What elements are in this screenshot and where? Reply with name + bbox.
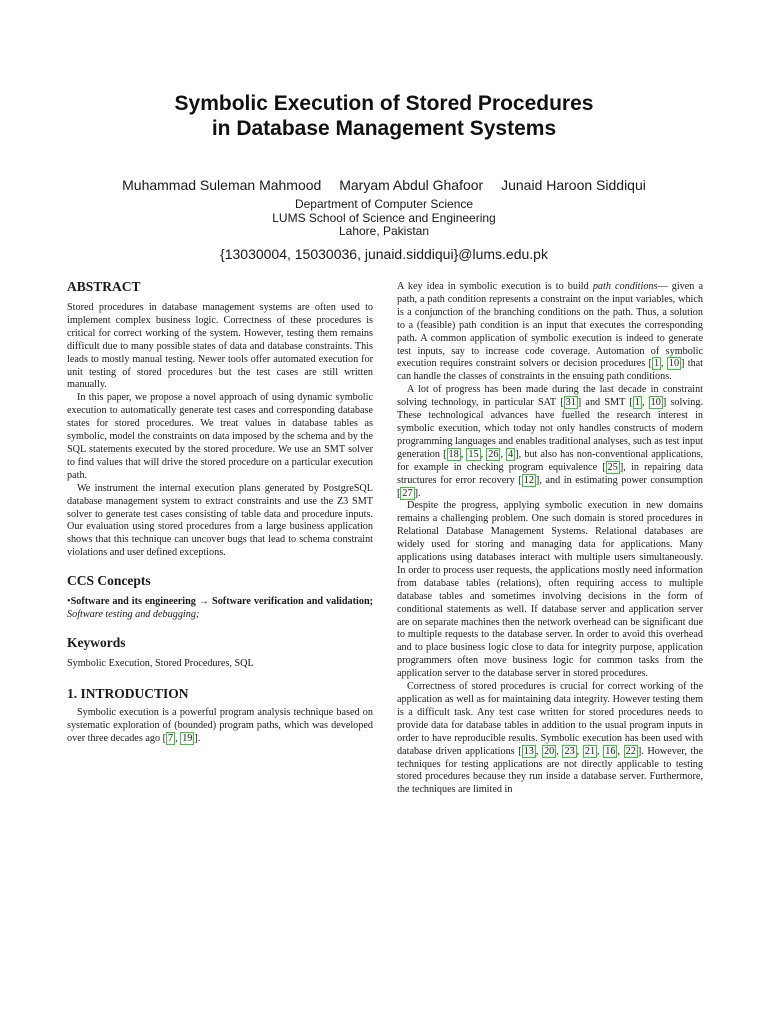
citation-link[interactable]: 26: [488, 448, 499, 460]
ccs-concept-2: Software verification and validation;: [212, 596, 374, 608]
text-run: — given a path, a path condition represents a constraint on the input variables, which is a conjunction of the branching conditions on the path. Thus, a solution to a (feasible) path condition is an input that executes the corresponding path. A common application of symbolic execution is indeed to generate test inputs, say to increase code coverage. Automation of symbolic execution requires constraint solvers or decision procedures: [397, 281, 704, 370]
text-run: , but also has non-conventional applications, for example in checking program equivalence: [397, 448, 703, 473]
affiliation-city: Lahore, Pakistan: [338, 224, 430, 238]
citation-link[interactable]: 23: [564, 745, 575, 757]
text-run: Correctness of stored procedures is crucial for correct working of the application as well as for maintaining data integrity. However testing them is a difficult task. Any test case written for stored procedures needs to provide data for database tables in addition to the usual program inputs in order to have reproducible results. Symbolic execution has been used with database driven applications: [397, 681, 703, 757]
text-run: , and in estimating power consumption: [539, 474, 704, 486]
citation-group: [ 13 , 20 , 23 , 21 , 16 , 22 ]: [518, 745, 642, 757]
citation-link[interactable]: 7: [168, 732, 174, 744]
keywords-text: Symbolic Execution, Stored Procedures, SQL: [67, 657, 254, 669]
author-2: Maryam Abdul Ghafoor: [339, 177, 484, 193]
ccs-concept-3: Software testing and debugging;: [67, 609, 200, 621]
citation-group: [ 12 ]: [518, 474, 540, 486]
citation-link[interactable]: 27: [402, 487, 413, 499]
citation-link[interactable]: 1: [653, 358, 660, 370]
right-column: [397, 281, 703, 797]
text-run: solving. These technological advances have fuelled the research interest in symbolic execution, which today not only handles constructs of modern programming languages and enables traditional analyses, such as test input generation: [397, 397, 704, 460]
abstract-paragraph-1: Stored procedures in database management systems are often used to implement complex business logic. Correctness of these procedures is critical for correct working of the system. However, testing them remains difficult due to many possible states of data and database constraints. This leads to mostly manual testing. Newer tools offer automated execution for unit testing of stored procedures but the test cases are still written manually.: [67, 302, 373, 391]
text-run: , in repairing data structures for error recovery: [397, 461, 703, 486]
citation-group: [ 7 , 19 ]: [162, 732, 198, 744]
citation-link[interactable]: 21: [584, 745, 596, 757]
citation-link[interactable]: 25: [607, 461, 618, 473]
citation-link[interactable]: 31: [565, 397, 576, 409]
author-emails: {13030004, 15030036, junaid.siddiqui}@lums.edu.pk: [220, 246, 548, 262]
citation-link[interactable]: 1: [634, 397, 640, 409]
abstract-paragraph-3: We instrument the internal execution plans generated by PostgreSQL database management system to extract constraints and use the Z3 SMT solver to generate test cases consisting of table data and procedure inputs. Our evaluation using stored procedures from a large business application shows that this technique can uncover bugs that lead to schema constraint violations and user defined exceptions.: [67, 482, 373, 559]
affiliation-school: LUMS School of Science and Engineering: [272, 210, 496, 225]
citation-group: [ 31 ]: [560, 397, 582, 409]
introduction-heading: 1. INTRODUCTION: [67, 685, 189, 701]
left-column: [67, 279, 373, 746]
text-run: . However, the techniques for testing applications are not directly applicable to testing stored procedures because they run inside a database server. Furthermore, the techniques are limited in: [397, 745, 704, 796]
citation-group: [ 18 , 15 , 26 , 4 ]: [443, 448, 519, 460]
citation-link[interactable]: 4: [508, 448, 514, 460]
citation-link[interactable]: 16: [605, 745, 616, 757]
text-run: and SMT: [585, 397, 626, 409]
paper-title: [0, 91, 768, 141]
citation-link[interactable]: 20: [544, 745, 555, 757]
citation-group: [ 1 , 10 ]: [629, 397, 667, 409]
citation-link[interactable]: 15: [468, 448, 479, 460]
citation-link[interactable]: 18: [448, 448, 459, 460]
author-3: Junaid Haroon Siddiqui: [501, 177, 646, 193]
abstract-heading: ABSTRACT: [67, 279, 141, 294]
title-line-2: in Database Management Systems: [211, 117, 557, 140]
ccs-heading: CCS Concepts: [67, 573, 151, 589]
author-1: Muhammad Suleman Mahmood: [122, 177, 322, 193]
ccs-bullet: •: [67, 596, 71, 608]
ccs-arrow: →: [198, 596, 210, 608]
text-run: .: [418, 487, 421, 499]
introduction-paragraph-1: [67, 707, 373, 746]
citation-link[interactable]: 10: [650, 397, 661, 409]
citation-group: [ 25 ]: [602, 461, 624, 473]
text-run: A lot of progress has been made during the last decade in constraint solving technology, in particular SAT: [397, 384, 703, 409]
author-list: [0, 176, 768, 194]
right-paragraph-1: [397, 281, 703, 384]
citation-link[interactable]: 10: [668, 358, 680, 370]
citation-link[interactable]: 19: [182, 732, 193, 744]
abstract-paragraph-2: In this paper, we propose a novel approach of using dynamic symbolic execution to automatically generate test cases and corresponding database states for stored procedures. We treat values in database tables as symbolic, model the constraints on data imposed by the schema and by the SQL statements executed by the stored procedure. We use an SMT solver to find values that will drive the stored procedure on a particular execution path.: [67, 392, 373, 481]
citation-link[interactable]: 13: [523, 745, 534, 757]
citation-link[interactable]: 22: [625, 745, 636, 757]
affiliation-dept: Department of Computer Science: [294, 197, 474, 211]
affiliation: [0, 198, 768, 239]
citation-group: [ 27 ]: [397, 487, 418, 499]
text-run: A key idea in symbolic execution is to build: [397, 281, 589, 292]
ccs-concepts: [67, 596, 373, 622]
right-paragraph-4: [397, 681, 703, 797]
citation-group: [ 1 , 10 ]: [648, 358, 685, 370]
citation-link[interactable]: 12: [523, 474, 534, 486]
emphasis-path-conditions: path conditions: [592, 281, 658, 292]
intro-text: Symbolic execution is a powerful program analysis technique based on systematic exploration of (bounded) program paths, which was developed over three decades ago: [67, 706, 373, 744]
right-paragraph-2: [397, 384, 703, 500]
text-run: that can handle the classes of constraints in the ensuing path conditions.: [397, 358, 704, 383]
keywords-heading: Keywords: [67, 634, 126, 650]
right-paragraph-3: Despite the progress, applying symbolic execution in new domains remains a challenging problem. One such domain is stored procedures in Relational Database Management Systems. Relational databases are widely used for storing and managing data for applications. Many applications using databases interact with multiple users simultaneously. In order to process user requests, the applications mostly need information from database tables (relations), often requiring access to multiple database tables and sometimes involving decisions in the form of conditional statements as well. If database server and application server are on separate machines then the network overhead can be significant due to multiple requests to the database server. In order to avoid this overhead and to place business logic close to data for integrity purpose, application programmers often move business logic for common tasks from the application server to the database server in stored procedures.: [397, 500, 703, 680]
ccs-concept-1: Software and its engineering: [70, 596, 196, 608]
intro-text-end: .: [197, 732, 201, 744]
title-line-1: Symbolic Execution of Stored Procedures: [174, 92, 594, 115]
